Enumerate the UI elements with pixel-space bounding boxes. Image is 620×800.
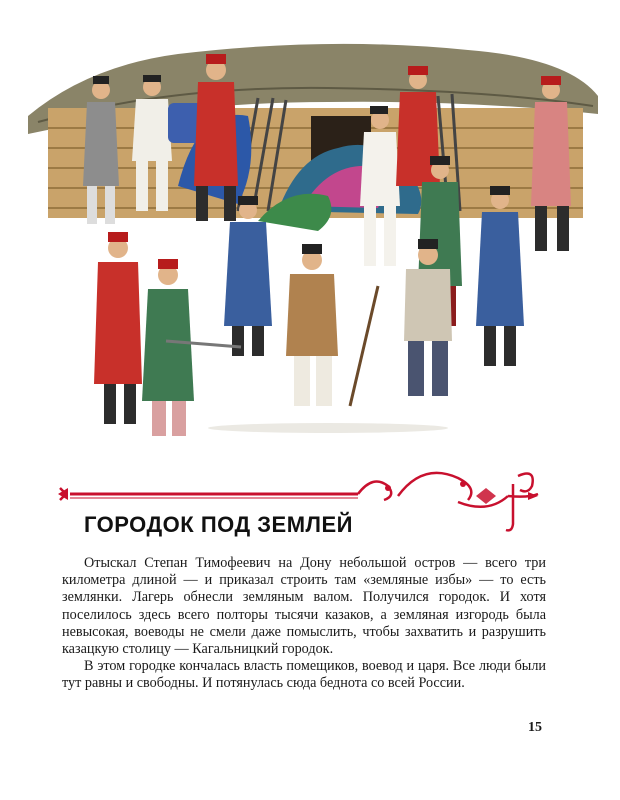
cossack-figure xyxy=(142,259,241,436)
page-number: 15 xyxy=(528,720,542,735)
paragraph: В этом городке кончалась власть помещиков, воевод и царя. Все люди были тут равны и свободны. И потянулась сюда беднота со всей России. xyxy=(62,658,546,692)
paragraph: Отыскал Степан Тимофеевич на Дону небольшой остров — всего три километра длиной — и приказал строить там «земляные избы» — то есть землянки. Лагерь обнесли земляным валом. Получился городок. И хотя поселилось здесь всего полторы тысячи казаков, а земляная изгородь была невысокая, воеводы не смели даже помыслить, чтобы захватить и разрушить казацкую столицу — Кагальницкий городок. xyxy=(62,555,546,658)
cossack-figure xyxy=(531,76,571,251)
cossack-figure xyxy=(476,186,524,366)
cossack-camp-illustration xyxy=(28,36,598,436)
cossack-figure xyxy=(94,232,142,424)
cossack-figure xyxy=(286,244,378,406)
chapter-title: ГОРОДОК ПОД ЗЕМЛЕЙ xyxy=(84,512,353,537)
chapter-body xyxy=(62,555,546,693)
